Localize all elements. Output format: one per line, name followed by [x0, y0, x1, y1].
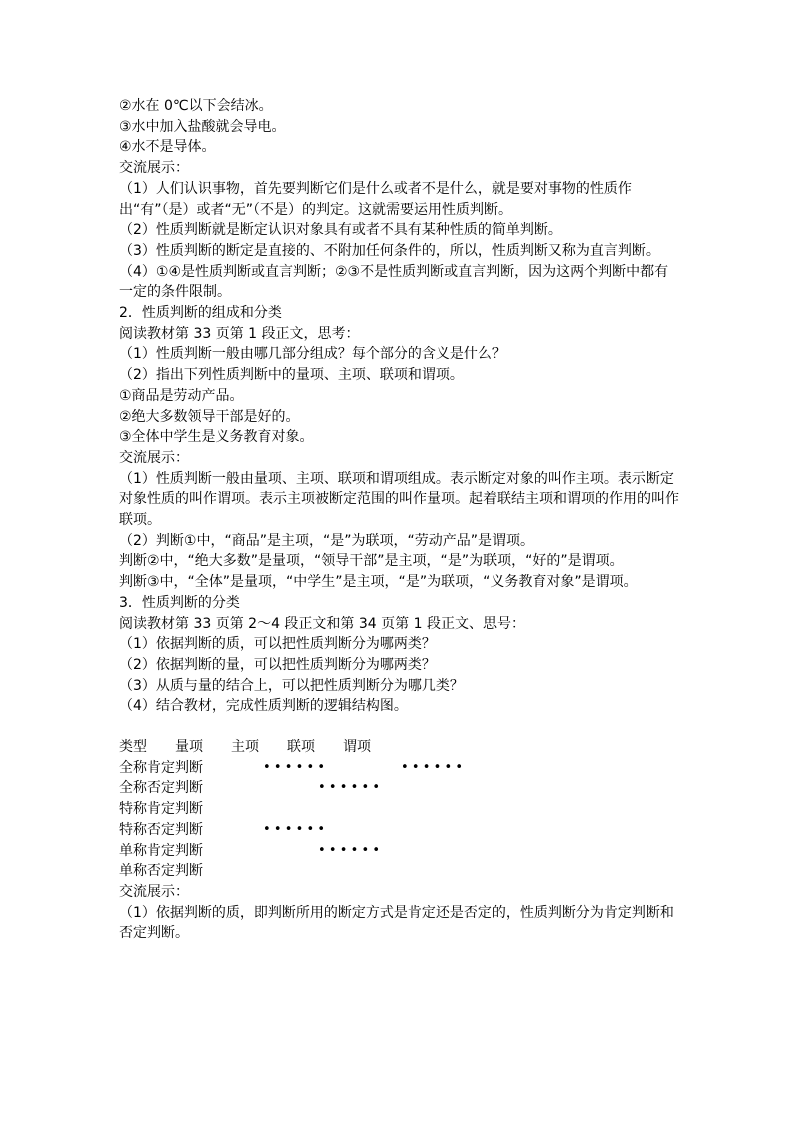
- header-quantifier: 量项: [175, 739, 203, 756]
- paragraph: 判断③中，“全体”是量项，“中学生”是主项，“是”为联项，“义务教育对象”是谓项。: [119, 574, 638, 591]
- paragraph: （4）①④是性质判断或直言判断；②③不是性质判断或直言判断，因为这两个判断中都有一定的条件限制。: [119, 263, 669, 301]
- section-label: 交流展示：: [119, 883, 189, 900]
- text-line: 阅读教材第 33 页第 1 段正文，思考：: [119, 325, 360, 342]
- table-header-row: [119, 737, 679, 758]
- table-row: [119, 799, 679, 820]
- text-line: ②绝大多数领导干部是好的。: [119, 408, 300, 425]
- table-row: [119, 820, 679, 841]
- section-heading: 3．性质判断的分类: [119, 594, 240, 611]
- table-row: [119, 841, 679, 862]
- dot-placeholder: ••••••: [263, 759, 329, 775]
- text-line: ①商品是劳动产品。: [119, 387, 244, 404]
- question-line: （4）结合教材，完成性质判断的逻辑结构图。: [119, 698, 408, 715]
- paragraph: （1）人们认识事物，首先要判断它们是什么或者不是什么，就是要对事物的性质作出“有”（是）或者“无”（不是）的判定。这就需要运用性质判断。: [119, 180, 632, 218]
- text-line: ③水中加入盐酸就会导电。: [119, 118, 286, 135]
- dot-placeholder: ••••••: [318, 842, 384, 858]
- paragraph: （2）判断①中，“商品”是主项，“是”为联项，“劳动产品”是谓项。: [119, 532, 534, 549]
- dot-placeholder: ••••••: [318, 780, 384, 796]
- paragraph: （2）性质判断就是断定认识对象具有或者不具有某种性质的简单判断。: [119, 222, 562, 239]
- header-type: 类型: [119, 739, 147, 756]
- paragraph: （3）性质判断的断定是直接的、不附加任何条件的，所以，性质判断又称为直言判断。: [119, 242, 660, 259]
- section-label: 交流展示：: [119, 160, 189, 177]
- paragraph: （1）依据判断的质，即判断所用的断定方式是肯定还是否定的，性质判断分为肯定判断和否定判断。: [119, 904, 674, 942]
- text-line: ③全体中学生是义务教育对象。: [119, 429, 314, 446]
- text-line: ④水不是导体。: [119, 139, 216, 156]
- header-predicate: 谓项: [343, 739, 371, 756]
- header-copula: 联项: [287, 739, 315, 756]
- table-row: [119, 861, 679, 882]
- row-label: 单称肯定判断: [119, 842, 203, 859]
- row-label: 单称否定判断: [119, 863, 203, 880]
- question-line: （2）指出下列性质判断中的量项、主项、联项和谓项。: [119, 367, 464, 384]
- table-row: [119, 758, 679, 779]
- text-line: ②水在 0℃以下会结冰。: [119, 98, 273, 114]
- dot-placeholder: ••••••: [263, 821, 329, 837]
- table-row: [119, 778, 679, 799]
- document-body: [119, 96, 679, 944]
- paragraph: 判断②中，“绝大多数”是量项，“领导干部”是主项，“是”为联项，“好的”是谓项。: [119, 553, 624, 570]
- structure-table: [119, 737, 679, 882]
- header-subject: 主项: [231, 739, 259, 756]
- question-line: （1）性质判断一般由哪几部分组成？每个部分的含义是什么？: [119, 346, 506, 363]
- question-line: （2）依据判断的量，可以把性质判断分为哪两类？: [119, 656, 436, 673]
- section-label: 交流展示：: [119, 449, 189, 466]
- blank-line: [119, 717, 679, 737]
- row-label: 特称肯定判断: [119, 801, 203, 818]
- text-line: 阅读教材第 33 页第 2～4 段正文和第 34 页第 1 段正文、思号：: [119, 615, 525, 632]
- section-heading: 2．性质判断的组成和分类: [119, 305, 282, 322]
- row-label: 全称肯定判断: [119, 759, 203, 776]
- row-label: 全称否定判断: [119, 780, 203, 797]
- paragraph: （1）性质判断一般由量项、主项、联项和谓项组成。表示断定对象的叫作主项。表示断定对象性质的叫作谓项。表示主项被断定范围的叫作量项。起着联结主项和谓项的作用的叫作联项。: [119, 470, 679, 529]
- dot-placeholder: ••••••: [401, 759, 467, 775]
- question-line: （1）依据判断的质，可以把性质判断分为哪两类？: [119, 636, 436, 653]
- row-label: 特称否定判断: [119, 821, 203, 838]
- question-line: （3）从质与量的结合上，可以把性质判断分为哪几类？: [119, 677, 464, 694]
